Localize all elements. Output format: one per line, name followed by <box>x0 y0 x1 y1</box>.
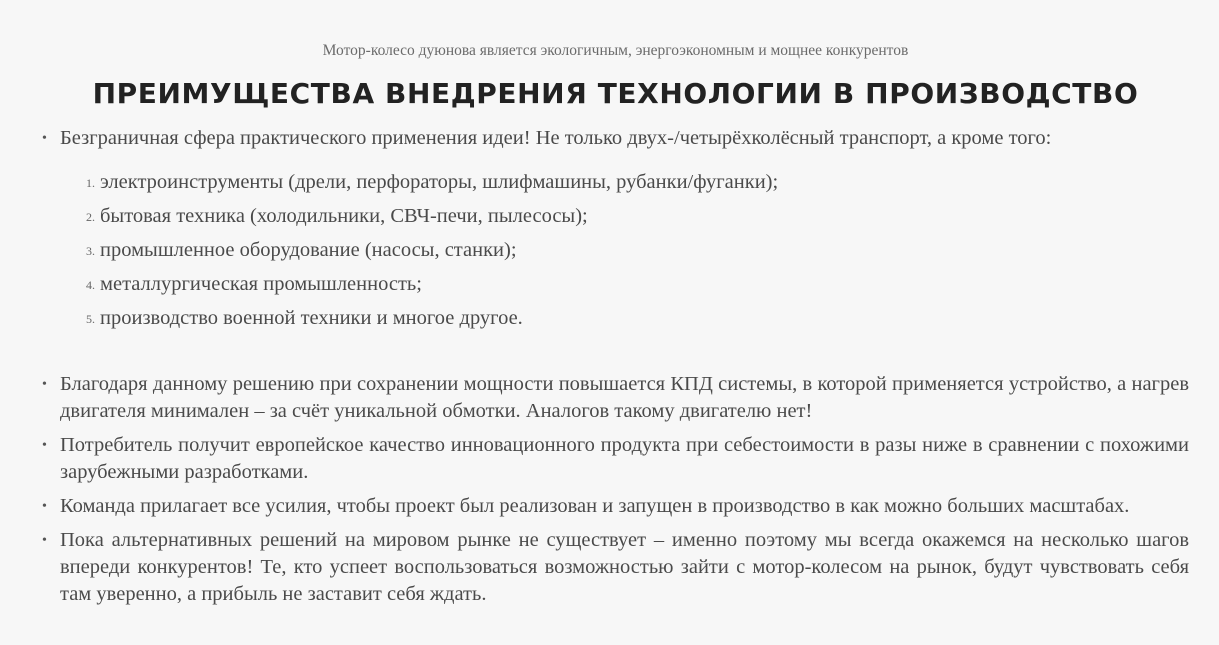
sublist-item <box>86 199 1189 233</box>
sublist-text: бытовая техника (холодильники, СВЧ-печи, пылесосы); <box>100 205 588 227</box>
section-subtitle: Мотор-колесо дуюнова является экологичным, энергоэкономным и мощнее конкурентов <box>322 42 909 59</box>
sublist-text: производство военной техники и многое другое. <box>100 307 523 329</box>
section-heading: ПРЕИМУЩЕСТВА ВНЕДРЕНИЯ ТЕХНОЛОГИИ В ПРОИЗВОДСТВО <box>92 77 1139 110</box>
sublist-text: промышленное оборудование (насосы, станки); <box>100 239 517 261</box>
sublist-item <box>86 301 1189 335</box>
sublist-text: электроинструменты (дрели, перфораторы, шлифмашины, рубанки/фуганки); <box>100 171 779 193</box>
sublist-item <box>86 233 1189 267</box>
sublist-item <box>86 267 1189 301</box>
list-item: • Благодаря данному решению при сохранении мощности повышается КПД системы, в которой применяется устройство, а нагрев двигателя минимален – за счёт уникальной обмотки. Аналогов такому двигателю нет! <box>42 371 1189 425</box>
list-item: • Пока альтернативных решений на мировом рынке не существует – именно поэтому мы всегда окажемся на несколько шагов впереди конкурентов! Те, кто успеет воспользоваться возможностью зайти с мотор-колесом на рынок, будут чувствовать себя там уверенно, а прибыль не заставит себя ждать. <box>42 527 1189 608</box>
list-item: • Потребитель получит европейское качество инновационного продукта при себестоимости в разы ниже в сравнении с похожими зарубежными разработками. <box>42 432 1189 486</box>
list-item-text: Безграничная сфера практического применения идеи! Не только двух-/четырёхколёсный транспорт, а кроме того: <box>60 127 1052 149</box>
list-item <box>42 125 1189 335</box>
advantages-list <box>42 125 1189 608</box>
sublist-number: 1. <box>86 176 95 190</box>
sublist-number: 3. <box>86 244 95 258</box>
sublist-text: металлургическая промышленность; <box>100 273 422 295</box>
sublist-number: 2. <box>86 210 95 224</box>
sublist-number: 5. <box>86 312 95 326</box>
list-item: • Команда прилагает все усилия, чтобы проект был реализован и запущен в производство в как можно больших масштабах. <box>42 493 1189 520</box>
applications-sublist <box>60 165 1189 335</box>
sublist-item <box>86 165 1189 199</box>
sublist-number: 4. <box>86 278 95 292</box>
